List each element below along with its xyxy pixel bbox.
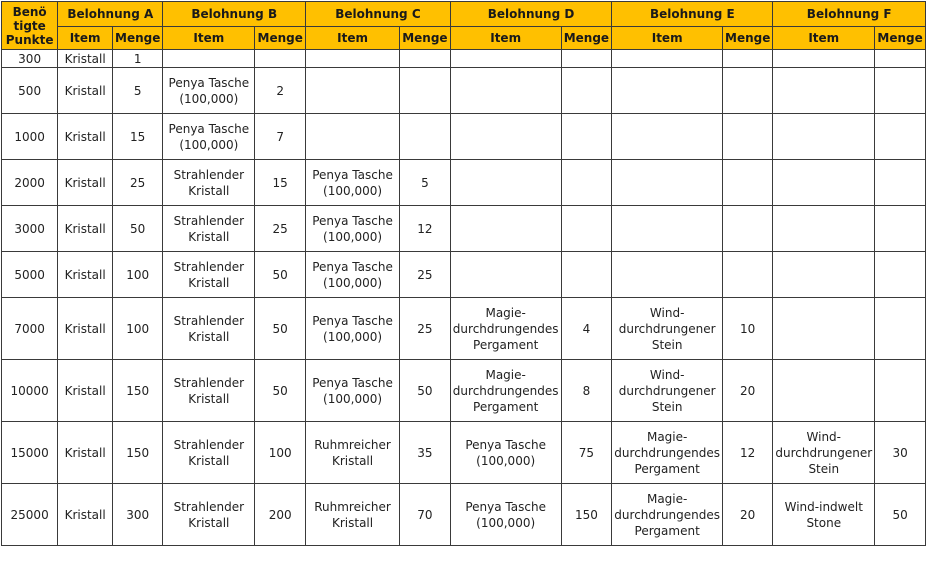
quantity-cell: 15	[255, 160, 306, 206]
quantity-cell	[875, 68, 926, 114]
quantity-cell: 100	[255, 422, 306, 484]
quantity-cell: 70	[400, 484, 451, 546]
quantity-cell	[561, 50, 612, 68]
quantity-cell: 35	[400, 422, 451, 484]
item-cell: Kristall	[58, 360, 113, 422]
item-cell: Strahlender Kristall	[163, 360, 255, 422]
quantity-cell	[875, 252, 926, 298]
quantity-cell: 100	[113, 252, 163, 298]
item-cell: Kristall	[58, 206, 113, 252]
item-cell: Wind- durchdrungener Stein	[612, 360, 723, 422]
quantity-cell	[723, 252, 773, 298]
quantity-cell	[875, 114, 926, 160]
quantity-cell: 50	[255, 298, 306, 360]
item-cell	[306, 68, 400, 114]
quantity-cell: 50	[400, 360, 451, 422]
quantity-cell	[400, 114, 451, 160]
quantity-cell	[723, 68, 773, 114]
quantity-cell: 50	[255, 360, 306, 422]
table-row	[2, 422, 926, 484]
item-cell: Penya Tasche (100,000)	[306, 206, 400, 252]
item-cell	[163, 50, 255, 68]
item-cell	[773, 50, 875, 68]
header-reward-b: Belohnung B	[163, 2, 306, 27]
quantity-cell: 4	[561, 298, 612, 360]
table-row	[2, 484, 926, 546]
points-cell: 500	[2, 68, 58, 114]
item-cell: Kristall	[58, 68, 113, 114]
item-cell: Strahlender Kristall	[163, 484, 255, 546]
item-cell: Penya Tasche (100,000)	[306, 298, 400, 360]
quantity-cell: 25	[255, 206, 306, 252]
quantity-cell: 12	[400, 206, 451, 252]
rewards-table	[1, 1, 926, 546]
quantity-cell: 25	[400, 252, 451, 298]
item-cell: Penya Tasche (100,000)	[306, 252, 400, 298]
item-cell: Kristall	[58, 50, 113, 68]
item-cell	[773, 160, 875, 206]
item-cell: Wind- durchdrungener Stein	[612, 298, 723, 360]
header-quantity: Menge	[723, 27, 773, 50]
points-cell: 1000	[2, 114, 58, 160]
item-cell	[450, 160, 561, 206]
item-cell: Magie- durchdrungendes Pergament	[612, 484, 723, 546]
header-reward-c: Belohnung C	[306, 2, 451, 27]
quantity-cell	[561, 68, 612, 114]
item-cell: Wind- durchdrungener Stein	[773, 422, 875, 484]
item-cell	[450, 50, 561, 68]
item-cell	[612, 206, 723, 252]
quantity-cell: 10	[723, 298, 773, 360]
header-item: Item	[612, 27, 723, 50]
item-cell: Penya Tasche (100,000)	[163, 68, 255, 114]
header-item: Item	[773, 27, 875, 50]
item-cell: Kristall	[58, 160, 113, 206]
quantity-cell: 2	[255, 68, 306, 114]
header-quantity: Menge	[875, 27, 926, 50]
quantity-cell: 20	[723, 360, 773, 422]
points-cell: 300	[2, 50, 58, 68]
quantity-cell	[561, 114, 612, 160]
points-cell: 2000	[2, 160, 58, 206]
points-cell: 10000	[2, 360, 58, 422]
item-cell	[450, 114, 561, 160]
header-quantity: Menge	[255, 27, 306, 50]
table-row	[2, 50, 926, 68]
table-row	[2, 252, 926, 298]
item-cell	[306, 114, 400, 160]
table-row	[2, 360, 926, 422]
item-cell	[773, 68, 875, 114]
quantity-cell	[561, 206, 612, 252]
points-cell: 15000	[2, 422, 58, 484]
quantity-cell	[400, 50, 451, 68]
item-cell: Strahlender Kristall	[163, 160, 255, 206]
item-cell: Strahlender Kristall	[163, 252, 255, 298]
quantity-cell	[723, 160, 773, 206]
item-cell	[612, 50, 723, 68]
item-cell: Strahlender Kristall	[163, 422, 255, 484]
quantity-cell	[723, 114, 773, 160]
quantity-cell: 200	[255, 484, 306, 546]
table-row	[2, 298, 926, 360]
quantity-cell: 15	[113, 114, 163, 160]
points-cell: 7000	[2, 298, 58, 360]
quantity-cell: 50	[113, 206, 163, 252]
quantity-cell: 25	[113, 160, 163, 206]
quantity-cell: 12	[723, 422, 773, 484]
header-item: Item	[450, 27, 561, 50]
quantity-cell	[561, 160, 612, 206]
item-cell: Kristall	[58, 298, 113, 360]
quantity-cell: 150	[113, 360, 163, 422]
table-row	[2, 160, 926, 206]
item-cell: Strahlender Kristall	[163, 206, 255, 252]
quantity-cell	[875, 160, 926, 206]
item-cell: Magie- durchdrungendes Pergament	[450, 298, 561, 360]
quantity-cell: 20	[723, 484, 773, 546]
quantity-cell: 5	[400, 160, 451, 206]
header-reward-f: Belohnung F	[773, 2, 926, 27]
table-row	[2, 114, 926, 160]
item-cell	[773, 298, 875, 360]
quantity-cell: 50	[255, 252, 306, 298]
quantity-cell: 75	[561, 422, 612, 484]
header-item: Item	[163, 27, 255, 50]
quantity-cell	[400, 68, 451, 114]
item-cell: Penya Tasche (100,000)	[450, 484, 561, 546]
quantity-cell	[875, 206, 926, 252]
item-cell: Penya Tasche (100,000)	[163, 114, 255, 160]
quantity-cell: 50	[875, 484, 926, 546]
quantity-cell	[723, 50, 773, 68]
item-cell	[450, 206, 561, 252]
header-quantity: Menge	[561, 27, 612, 50]
item-cell	[450, 68, 561, 114]
header-quantity: Menge	[113, 27, 163, 50]
quantity-cell: 100	[113, 298, 163, 360]
header-reward-d: Belohnung D	[450, 2, 612, 27]
quantity-cell: 8	[561, 360, 612, 422]
quantity-cell: 30	[875, 422, 926, 484]
item-cell	[450, 252, 561, 298]
quantity-cell	[875, 50, 926, 68]
quantity-cell: 150	[561, 484, 612, 546]
points-cell: 5000	[2, 252, 58, 298]
points-cell: 3000	[2, 206, 58, 252]
quantity-cell: 300	[113, 484, 163, 546]
item-cell: Kristall	[58, 252, 113, 298]
item-cell: Penya Tasche (100,000)	[450, 422, 561, 484]
quantity-cell	[723, 206, 773, 252]
item-cell: Kristall	[58, 114, 113, 160]
quantity-cell: 5	[113, 68, 163, 114]
item-cell: Magie- durchdrungendes Pergament	[450, 360, 561, 422]
item-cell	[612, 68, 723, 114]
header-reward-e: Belohnung E	[612, 2, 773, 27]
item-cell: Kristall	[58, 422, 113, 484]
quantity-cell: 7	[255, 114, 306, 160]
item-cell: Magie- durchdrungendes Pergament	[612, 422, 723, 484]
item-cell	[773, 206, 875, 252]
item-cell	[612, 252, 723, 298]
table-row	[2, 68, 926, 114]
item-cell	[612, 160, 723, 206]
item-cell	[612, 114, 723, 160]
quantity-cell	[561, 252, 612, 298]
item-cell: Strahlender Kristall	[163, 298, 255, 360]
quantity-cell	[875, 298, 926, 360]
header-required-points: Benö tigte Punkte	[2, 2, 58, 50]
item-cell: Kristall	[58, 484, 113, 546]
item-cell: Ruhmreicher Kristall	[306, 484, 400, 546]
item-cell: Penya Tasche (100,000)	[306, 160, 400, 206]
header-item: Item	[58, 27, 113, 50]
item-cell	[773, 360, 875, 422]
header-reward-a: Belohnung A	[58, 2, 163, 27]
item-cell: Penya Tasche (100,000)	[306, 360, 400, 422]
item-cell: Ruhmreicher Kristall	[306, 422, 400, 484]
item-cell	[773, 114, 875, 160]
quantity-cell: 25	[400, 298, 451, 360]
table-row	[2, 206, 926, 252]
header-item: Item	[306, 27, 400, 50]
quantity-cell	[255, 50, 306, 68]
quantity-cell	[875, 360, 926, 422]
points-cell: 25000	[2, 484, 58, 546]
quantity-cell: 1	[113, 50, 163, 68]
item-cell	[773, 252, 875, 298]
item-cell	[306, 50, 400, 68]
quantity-cell: 150	[113, 422, 163, 484]
header-quantity: Menge	[400, 27, 451, 50]
item-cell: Wind-indwelt Stone	[773, 484, 875, 546]
